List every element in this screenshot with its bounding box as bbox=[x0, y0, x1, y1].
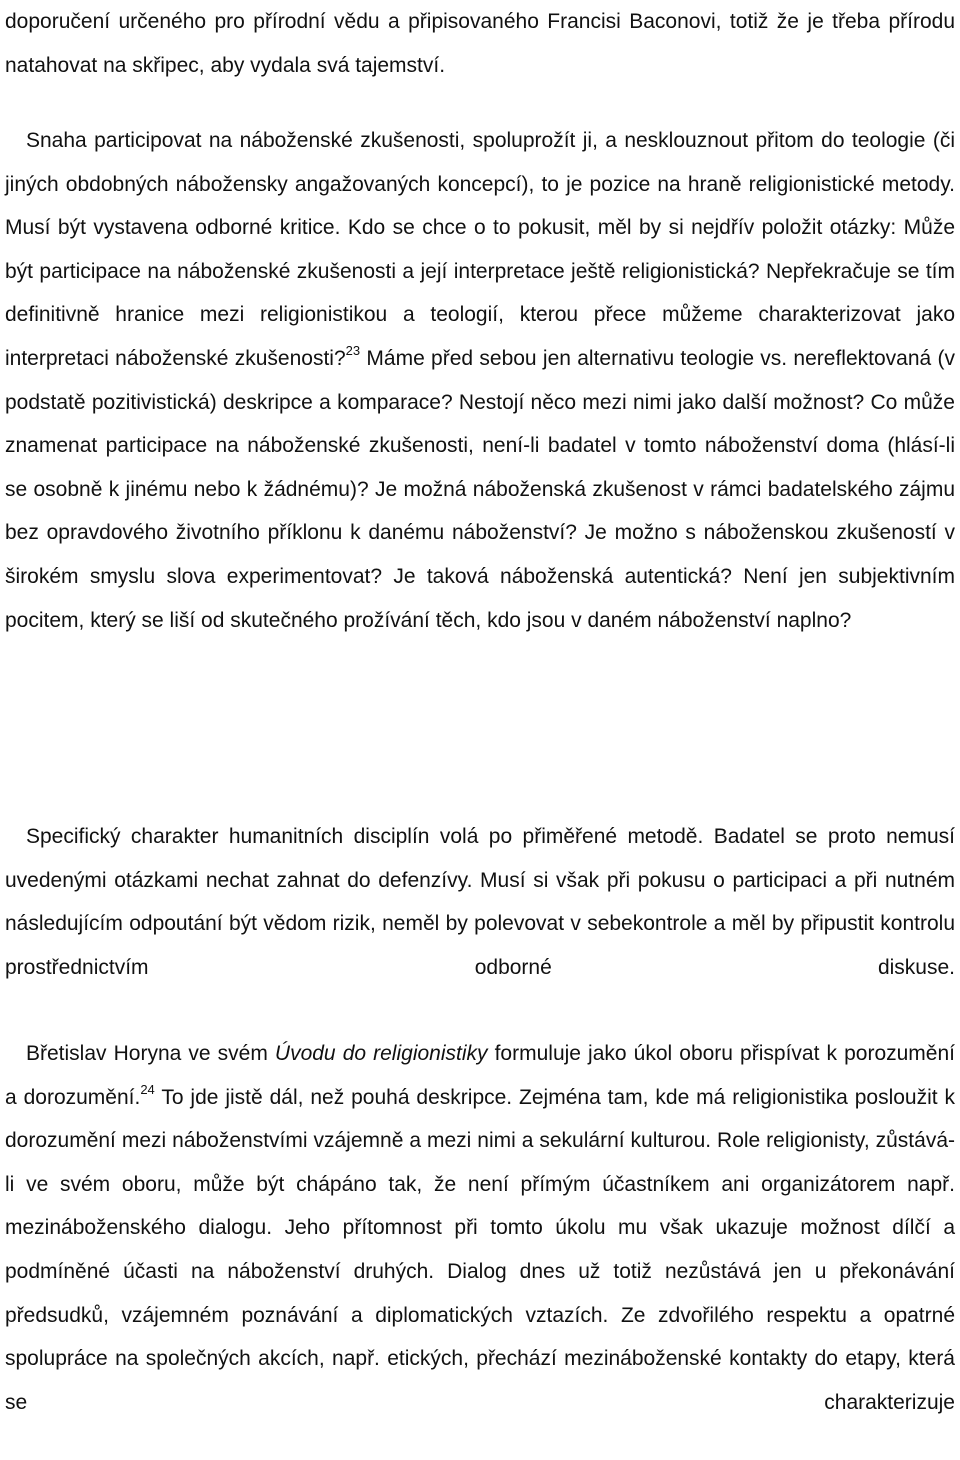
footnote-ref-24[interactable]: 24 bbox=[140, 1081, 155, 1097]
paragraph-4-text-c: To jde jistě dál, než pouhá deskripce. Zejména tam, kde má religionistika posloužit k dorozumění mezi náboženstvími vzájemně a mezi nimi a sekulární kulturou. Role religionisty, zůstává-li ve svém oboru, může být chápáno tak, že není přímým účastníkem ani organizátorem např. mezináboženského dialogu. Jeho přítomnost při tomto úkolu mu však ukazuje možnost dílčí a podmíněné účasti na náboženství druhých. Dialog dnes už totiž nezůstává jen u překonávání předsudků, vzájemném poznávání a diplomatických vztazích. Ze zdvořilého respektu a opatrné spolupráce na společných akcích, např. etických, přechází mezináboženské kontakty do etapy, která se charakterizuje bbox=[5, 1085, 956, 1414]
paragraph-4 bbox=[5, 1032, 955, 1424]
paragraph-3 bbox=[5, 815, 955, 989]
paragraph-4-text-a: Břetislav Horyna ve svém bbox=[26, 1042, 275, 1065]
paragraph-4-text-b: formuluje jako úkol oboru přispívat k porozumění a dorozumění. bbox=[5, 1042, 955, 1109]
paragraph-2-text-b: Máme před sebou jen alternativu teologie vs. nereflektovaná (v podstatě pozitivistická) deskripce a komparace? Nestojí něco mezi nimi jako další možnost? Co může znamenat participace na náboženské zkušenosti, není-li badatel v tomto náboženství doma (hlásí-li se osobně k jinému nebo k žádnému)? Je možná náboženská zkušenost v rámci badatelského zájmu bez opravdového životního příklonu k danému náboženství? Je možno s náboženskou zkušeností v širokém smyslu slova experimentovat? Je taková náboženská autentická? Není jen subjektivním pocitem, který se liší od skutečného prožívání těch, kdo jsou v daném náboženství naplno? bbox=[5, 346, 955, 632]
paragraph-2-text-a: Snaha participovat na náboženské zkušenosti, spoluprožít ji, a nesklouznout přitom do teologie (či jiných obdobných nábožensky angažovaných koncepcí), to je pozice na hraně religionistické metody. Musí být vystavena odborné kritice. Kdo se chce o to pokusit, měl by si nejdřív položit otázky: Může být participace na náboženské zkušenosti a její interpretace ještě religionistická? Nepřekračuje se tím definitivně hranice mezi religionistikou a teologií, kterou přece můžeme charakterizovat jako interpretaci náboženské zkušenosti? bbox=[5, 129, 955, 370]
paragraph-3-text: Specifický charakter humanitních disciplín volá po přiměřené metodě. Badatel se proto nemusí uvedenými otázkami nechat zahnat do defenzívy. Musí si však při pokusu o participaci a při nutném následujícím odpoutání být vědom rizik, neměl by polevovat v sebekontrole a měl by připustit kontrolu prostřednictvím odborné diskuse. bbox=[5, 825, 955, 979]
paragraph-1-text: doporučení určeného pro přírodní vědu a připisovaného Francisi Baconovi, totiž že je třeba přírodu natahovat na skřipec, aby vydala svá tajemství. bbox=[5, 10, 955, 77]
book-title: Úvodu do religionistiky bbox=[274, 1042, 488, 1065]
footnote-ref-23[interactable]: 23 bbox=[345, 342, 361, 358]
paragraph-2 bbox=[5, 119, 955, 642]
paragraph-1 bbox=[5, 0, 955, 87]
